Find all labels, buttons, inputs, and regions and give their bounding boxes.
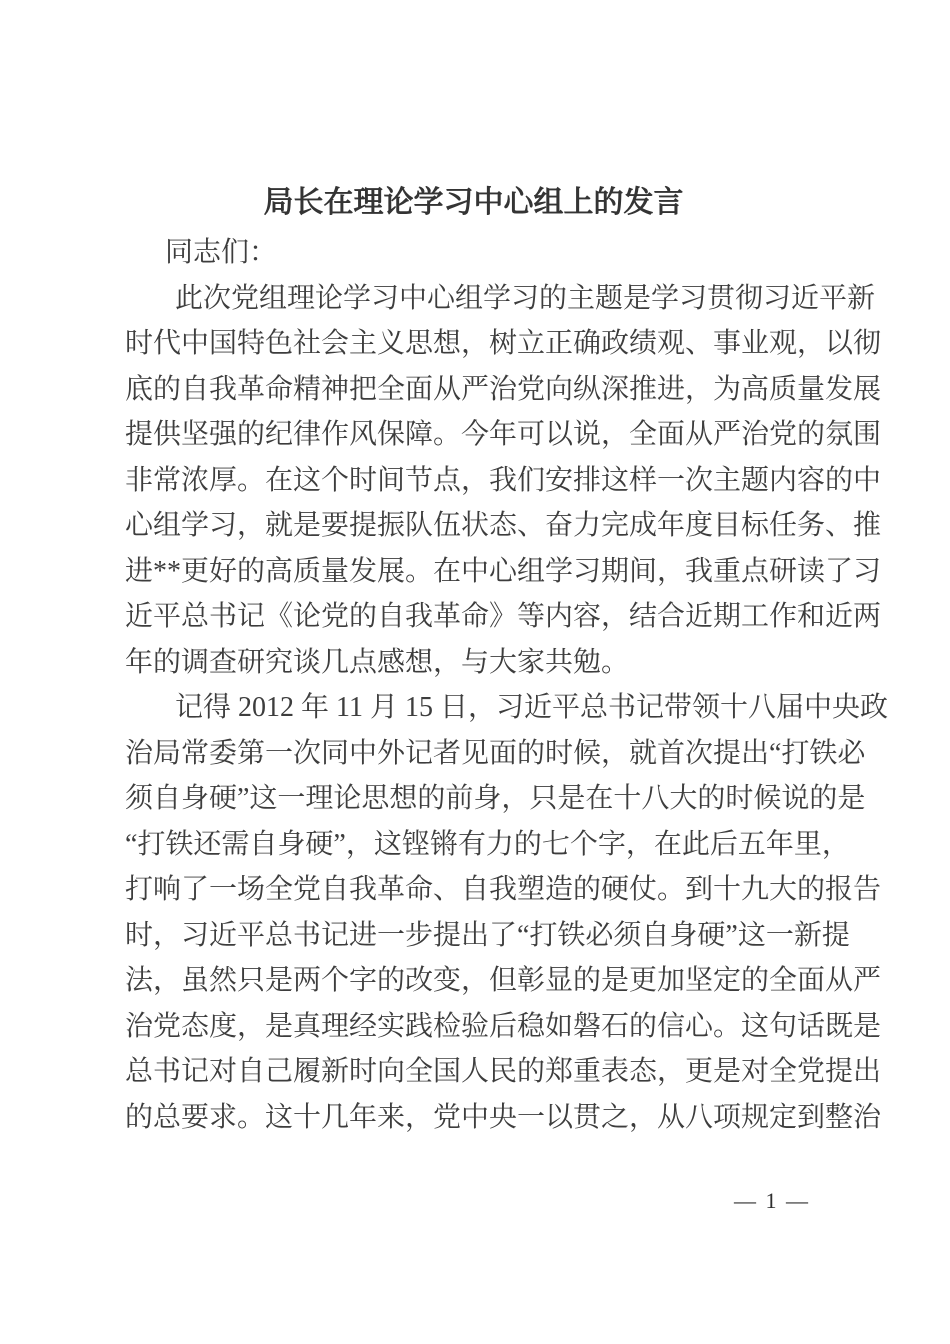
text-line: 法，虽然只是两个字的改变，但彰显的是更加坚定的全面从严 xyxy=(125,965,882,996)
text-line: 时，习近平总书记进一步提出了“打铁必须自身硬”这一新提 xyxy=(125,919,850,951)
text-line: 须自身硬”这一理论思想的前身，只是在十八大的时候说的是 xyxy=(125,783,866,814)
text-line: 年的调查研究谈几点感想，与大家共勉。 xyxy=(125,646,630,678)
paragraph-2 xyxy=(125,685,888,1140)
text-line: 总书记对自己履新时向全国人民的郑重表态，更是对全党提出 xyxy=(125,1056,882,1087)
text-line: 治党态度，是真理经实践检验后稳如磐石的信心。这句话既是 xyxy=(125,1010,882,1042)
text-line: “打铁还需自身硬”，这铿锵有力的七个字，在此后五年里， xyxy=(125,828,850,860)
text-line: 打响了一场全党自我革命、自我塑造的硬仗。到十九大的报告 xyxy=(125,874,882,905)
text-line: 记得 2012 年 11 月 15 日，习近平总书记带领十八届中央政 xyxy=(175,692,888,723)
page-number: — 1 — xyxy=(734,1188,810,1213)
paragraph-1 xyxy=(125,276,882,686)
document-title: 局长在理论学习中心组上的发言 xyxy=(263,186,684,219)
text-line: 近平总书记《论党的自我革命》等内容，结合近期工作和近两 xyxy=(125,601,882,632)
text-line: 治局常委第一次同中外记者见面的时候，就首次提出“打铁必 xyxy=(125,737,866,769)
document-content xyxy=(125,180,888,1140)
text-line: 时代中国特色社会主义思想，树立正确政绩观、事业观，以彻 xyxy=(125,328,882,359)
text-line: 的总要求。这十几年来，党中央一以贯之，从八项规定到整治 xyxy=(125,1101,882,1133)
text-line: 心组学习，就是要提振队伍状态、奋力完成年度目标任务、推 xyxy=(125,510,882,541)
text-line: 底的自我革命精神把全面从严治党向纵深推进，为高质量发展 xyxy=(125,373,882,405)
text-line: 进**更好的高质量发展。在中心组学习期间，我重点研读了习 xyxy=(125,555,882,587)
text-line: 非常浓厚。在这个时间节点，我们安排这样一次主题内容的中 xyxy=(125,464,882,496)
text-line: 此次党组理论学习中心组学习的主题是学习贯彻习近平新 xyxy=(175,282,876,314)
salutation: 同志们： xyxy=(165,237,278,268)
text-line: 提供坚强的纪律作风保障。今年可以说，全面从严治党的氛围 xyxy=(125,419,882,450)
